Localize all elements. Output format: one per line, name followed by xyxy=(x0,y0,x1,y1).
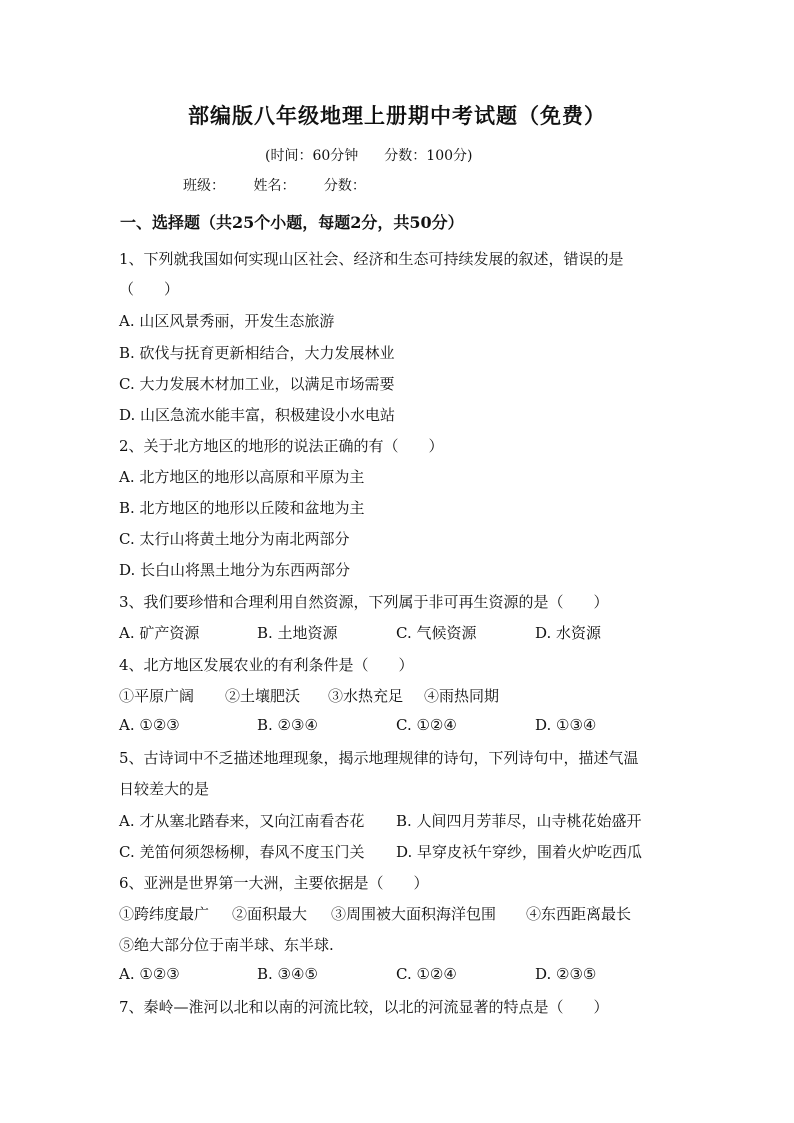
question-6-option-d: D. ②③⑤ xyxy=(535,965,597,983)
question-4-option-d: D. ①③④ xyxy=(535,716,597,734)
question-2-option-d: D. 长白山将黑土地分为东西两部分 xyxy=(119,561,351,579)
question-1-option-b: B. 砍伐与抚育更新相结合，大力发展林业 xyxy=(119,344,395,362)
question-4-item: ④雨热同期 xyxy=(424,687,500,705)
question-1-stem: 1、下列就我国如何实现山区社会、经济和生态可持续发展的叙述，错误的是 xyxy=(119,250,624,268)
question-3-option-b: B. 土地资源 xyxy=(257,624,338,642)
question-5-option-a: A. 才从塞北踏春来，又向江南看杏花 xyxy=(119,812,365,830)
question-5-stem: 5、古诗词中不乏描述地理现象，揭示地理规律的诗句，下列诗句中，描述气温 xyxy=(119,749,639,767)
score-label: 分数： xyxy=(323,178,366,194)
name-label: 姓名： xyxy=(253,178,296,194)
question-6-option-a: A. ①②③ xyxy=(119,965,180,983)
question-4-stem: 4、北方地区发展农业的有利条件是（ ） xyxy=(119,656,414,674)
question-6-item: ③周围被大面积海洋包围 xyxy=(331,905,497,923)
question-7-stem: 7、秦岭—淮河以北和以南的河流比较，以北的河流显著的特点是（ ） xyxy=(119,998,609,1016)
question-1-option-c: C. 大力发展木材加工业，以满足市场需要 xyxy=(119,375,395,393)
question-2-option-b: B. 北方地区的地形以丘陵和盆地为主 xyxy=(119,499,365,517)
question-1-option-d: D. 山区急流水能丰富，积极建设小水电站 xyxy=(119,406,396,424)
question-4-item: ①平原广阔 xyxy=(119,687,195,705)
question-6-option-c: C. ①②④ xyxy=(396,965,457,983)
exam-meta xyxy=(265,145,498,165)
question-4-item: ②土壤肥沃 xyxy=(225,687,301,705)
question-1-option-a: A. 山区风景秀丽，开发生态旅游 xyxy=(119,312,335,330)
question-2-stem: 2、关于北方地区的地形的说法正确的有（ ） xyxy=(119,437,444,455)
student-info xyxy=(183,175,366,195)
question-3-option-d: D. 水资源 xyxy=(535,624,602,642)
question-6-item: ④东西距离最长 xyxy=(526,905,632,923)
question-4-item: ③水热充足 xyxy=(328,687,404,705)
question-4-option-c: C. ①②④ xyxy=(396,716,457,734)
question-3-stem: 3、我们要珍惜和合理利用自然资源，下列属于非可再生资源的是（ ） xyxy=(119,593,609,611)
question-6-stem: 6、亚洲是世界第一大洲，主要依据是（ ） xyxy=(119,874,429,892)
question-1-blank: （ ） xyxy=(119,280,180,298)
page-title: 部编版八年级地理上册期中考试题（免费） xyxy=(188,103,606,128)
class-label: 班级： xyxy=(183,178,225,194)
exam-time: (时间：60分钟 xyxy=(265,148,359,164)
question-3-option-c: C. 气候资源 xyxy=(396,624,477,642)
question-5-stem-cont: 日较差大的是 xyxy=(119,780,210,798)
question-2-option-a: A. 北方地区的地形以高原和平原为主 xyxy=(119,468,365,486)
question-3-option-a: A. 矿产资源 xyxy=(119,624,200,642)
question-4-option-b: B. ②③④ xyxy=(257,716,318,734)
question-6-item: ①跨纬度最广 xyxy=(119,905,210,923)
question-2-option-c: C. 太行山将黄土地分为南北两部分 xyxy=(119,530,350,548)
exam-total-score: 分数：100分) xyxy=(384,148,473,164)
question-4-option-a: A. ①②③ xyxy=(119,716,180,734)
question-5-option-b: B. 人间四月芳菲尽，山寺桃花始盛开 xyxy=(396,812,642,830)
section-title: 一、选择题（共25个小题，每题2分，共50分） xyxy=(120,213,464,232)
question-6-item-5: ⑤绝大部分位于南半球、东半球. xyxy=(119,936,334,954)
question-5-option-c: C. 羌笛何须怨杨柳，春风不度玉门关 xyxy=(119,843,365,861)
question-5-option-d: D. 早穿皮袄午穿纱，围着火炉吃西瓜 xyxy=(396,843,643,861)
question-6-option-b: B. ③④⑤ xyxy=(257,965,318,983)
question-6-item: ②面积最大 xyxy=(232,905,308,923)
